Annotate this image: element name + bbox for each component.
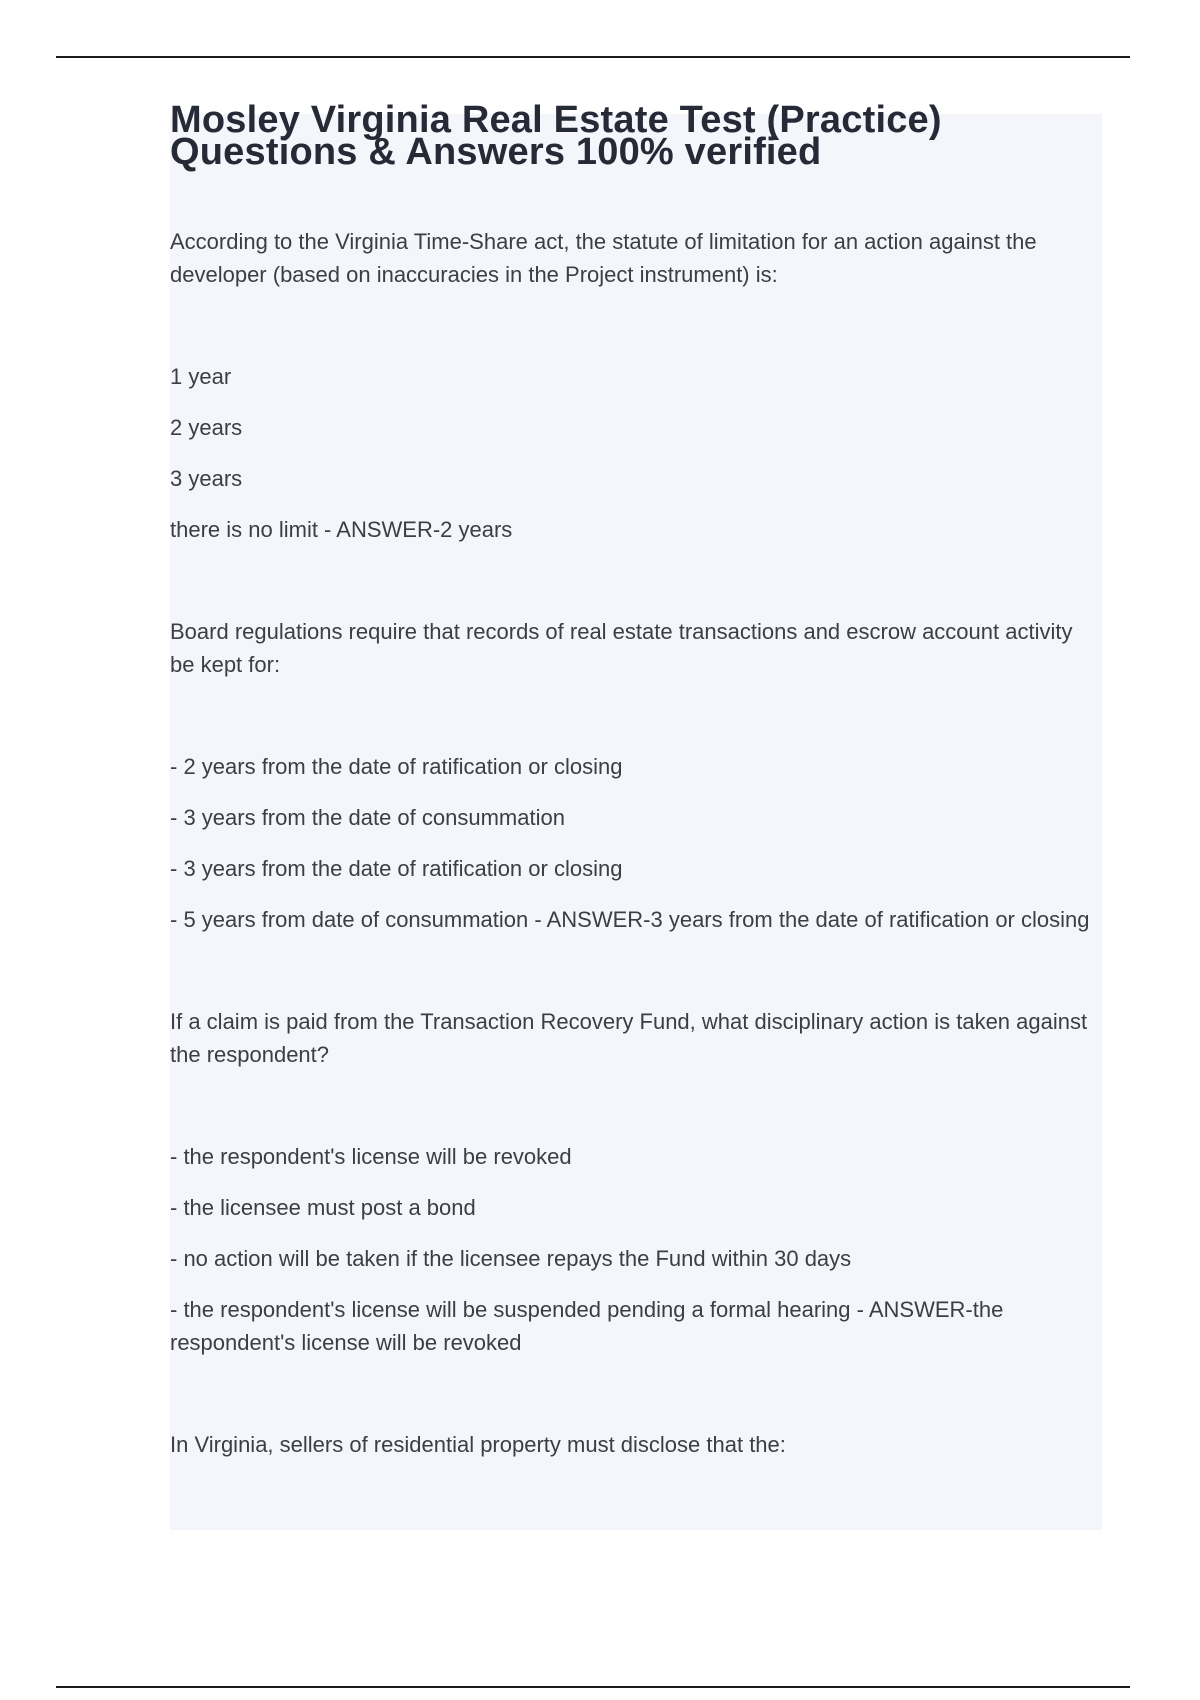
question-text: In Virginia, sellers of residential property must disclose that the: — [170, 1432, 786, 1457]
question-block-2 — [170, 615, 1102, 936]
answer-option: - the licensee must post a bond — [170, 1195, 476, 1220]
question-text: If a claim is paid from the Transaction Recovery Fund, what disciplinary action is taken against the respondent? — [170, 1009, 1088, 1067]
answer-options — [170, 750, 1102, 936]
answer-option: - the respondent's license will be suspended pending a formal hearing - ANSWER-the respondent's license will be revoked — [170, 1297, 1004, 1355]
answer-option: there is no limit - ANSWER-2 years — [170, 517, 513, 542]
bottom-rule — [56, 1686, 1130, 1688]
question-block-4 — [170, 1428, 1102, 1461]
answer-option: - 3 years from the date of ratification or closing — [170, 856, 623, 881]
top-rule — [56, 56, 1130, 58]
answer-option: 2 years — [170, 415, 243, 440]
answer-option: 1 year — [170, 364, 232, 389]
question-text: According to the Virginia Time-Share act, the statute of limitation for an action against the developer (based on inaccuracies in the Project instrument) is: — [170, 229, 1037, 287]
answer-option: - 2 years from the date of ratification or closing — [170, 754, 623, 779]
answer-option: - 3 years from the date of consummation — [170, 805, 565, 830]
question-block-3 — [170, 1005, 1102, 1359]
answer-options — [170, 1140, 1102, 1359]
question-block-1 — [170, 225, 1102, 546]
answer-option: 3 years — [170, 466, 243, 491]
document-title-line-2: Questions & Answers 100% verified — [170, 131, 822, 173]
answer-options — [170, 360, 1102, 546]
document-title — [170, 99, 1102, 173]
document-title-line-1: Mosley Virginia Real Estate Test (Practice) — [170, 99, 942, 141]
question-text: Board regulations require that records of real estate transactions and escrow account activity be kept for: — [170, 619, 1073, 677]
answer-option: - 5 years from date of consummation - ANSWER-3 years from the date of ratification or closing — [170, 907, 1090, 932]
answer-option: - no action will be taken if the licensee repays the Fund within 30 days — [170, 1246, 852, 1271]
answer-option: - the respondent's license will be revoked — [170, 1144, 572, 1169]
document-body — [170, 99, 1102, 1461]
